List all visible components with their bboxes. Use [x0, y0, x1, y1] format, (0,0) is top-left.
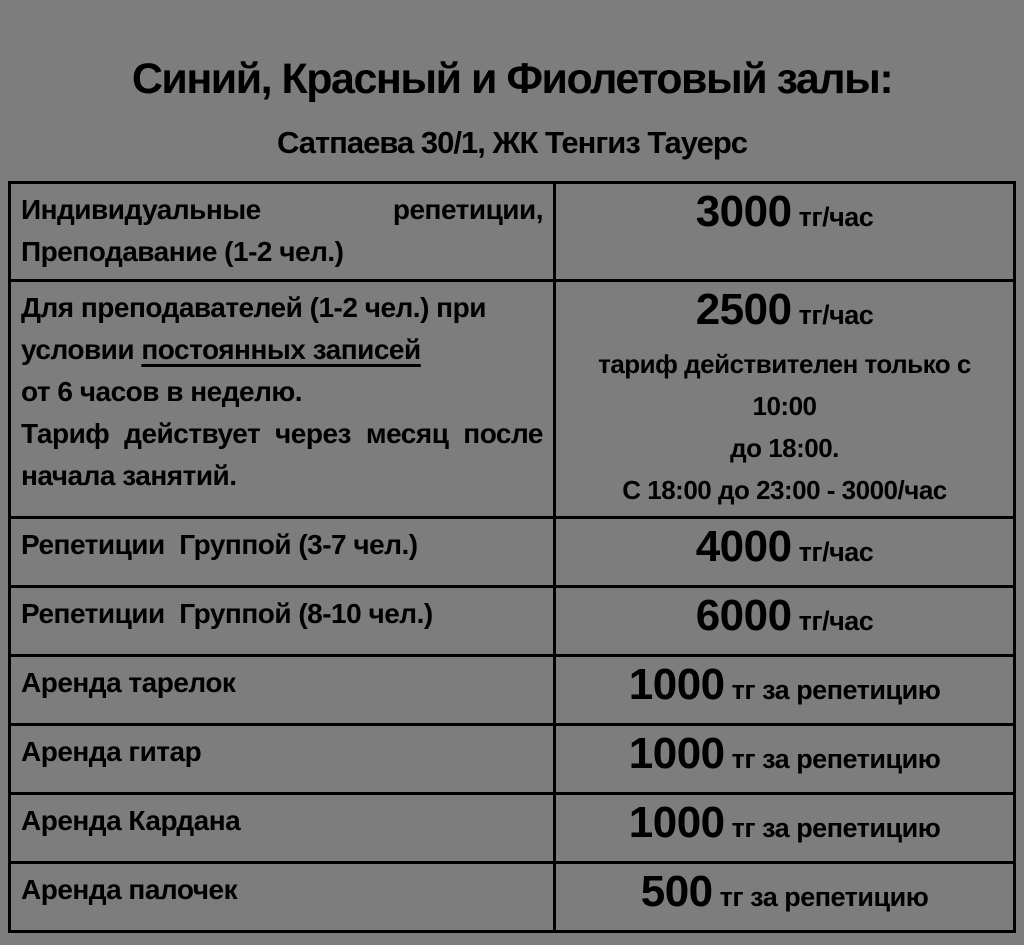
page-title: Синий, Красный и Фиолетовый залы: — [131, 55, 893, 103]
service-label: Для преподавателей (1-2 чел.) при — [21, 291, 486, 323]
tariff-note: до 18:00. — [730, 432, 839, 463]
price-value: 2500 — [695, 284, 792, 334]
service-cell — [11, 795, 556, 861]
price-unit: тг/час — [798, 201, 874, 232]
service-label — [21, 329, 543, 371]
service-label: Аренда палочек — [21, 873, 238, 905]
price-value: 4000 — [695, 521, 792, 571]
price-cell — [556, 726, 1013, 792]
table-row-group-8-10 — [11, 585, 1013, 654]
price-line — [566, 186, 1003, 245]
page-subtitle: Сатпаева 30/1, ЖК Тенгиз Тауерс — [276, 125, 747, 161]
service-label: от 6 часов в неделю. — [21, 375, 303, 407]
service-cell — [11, 588, 556, 654]
price-line — [566, 866, 1003, 925]
service-label: Индивидуальные репетиции, — [21, 193, 543, 225]
service-cell — [11, 184, 556, 279]
service-cell — [11, 726, 556, 792]
service-label-part: условии — [21, 333, 142, 365]
price-unit: тг за репетицию — [731, 743, 941, 774]
table-row-teachers-tariff — [11, 279, 1013, 516]
price-cell — [556, 184, 1013, 279]
service-label: начала занятий. — [21, 459, 237, 491]
price-value: 3000 — [695, 186, 792, 236]
service-label: Репетиции Группой (8-10 чел.) — [21, 597, 433, 629]
service-label: Аренда Кардана — [21, 804, 241, 836]
table-row-individual — [11, 184, 1013, 279]
price-cell — [556, 657, 1013, 723]
table-row-group-3-7 — [11, 516, 1013, 585]
price-cell — [556, 588, 1013, 654]
service-cell — [11, 519, 556, 585]
price-value: 1000 — [628, 797, 725, 847]
price-cell — [556, 282, 1013, 516]
tariff-note: тариф действителен только с 10:00 — [598, 348, 978, 421]
price-line — [566, 590, 1003, 649]
service-label: Аренда гитар — [21, 735, 202, 767]
price-table — [8, 181, 1016, 933]
service-label: Тариф действует через месяц после — [21, 417, 543, 449]
price-line — [566, 659, 1003, 718]
service-label: Преподавание (1-2 чел.) — [21, 235, 344, 267]
tariff-note: С 18:00 до 23:00 - 3000/час — [622, 474, 947, 505]
price-line — [566, 284, 1003, 343]
service-label: Репетиции Группой (3-7 чел.) — [21, 528, 418, 560]
table-row-rent-guitars — [11, 723, 1013, 792]
price-unit: тг/час — [798, 536, 874, 567]
table-row-rent-sticks — [11, 861, 1013, 930]
price-unit: тг/час — [798, 605, 874, 636]
table-row-rent-cardan — [11, 792, 1013, 861]
price-unit: тг за репетицию — [719, 881, 929, 912]
price-unit: тг/час — [798, 299, 874, 330]
price-line — [566, 797, 1003, 856]
price-unit: тг за репетицию — [731, 812, 941, 843]
price-cell — [556, 864, 1013, 930]
price-value: 1000 — [628, 728, 725, 778]
service-cell — [11, 282, 556, 516]
price-line — [566, 728, 1003, 787]
service-cell — [11, 657, 556, 723]
price-value: 6000 — [695, 590, 792, 640]
service-cell — [11, 864, 556, 930]
service-label: Аренда тарелок — [21, 666, 236, 698]
price-cell — [556, 795, 1013, 861]
price-value: 1000 — [628, 659, 725, 709]
table-row-rent-cymbals — [11, 654, 1013, 723]
service-label-underlined: постоянных записей — [141, 333, 421, 365]
price-unit: тг за репетицию — [731, 674, 941, 705]
price-value: 500 — [640, 866, 713, 916]
price-line — [566, 521, 1003, 580]
price-cell — [556, 519, 1013, 585]
